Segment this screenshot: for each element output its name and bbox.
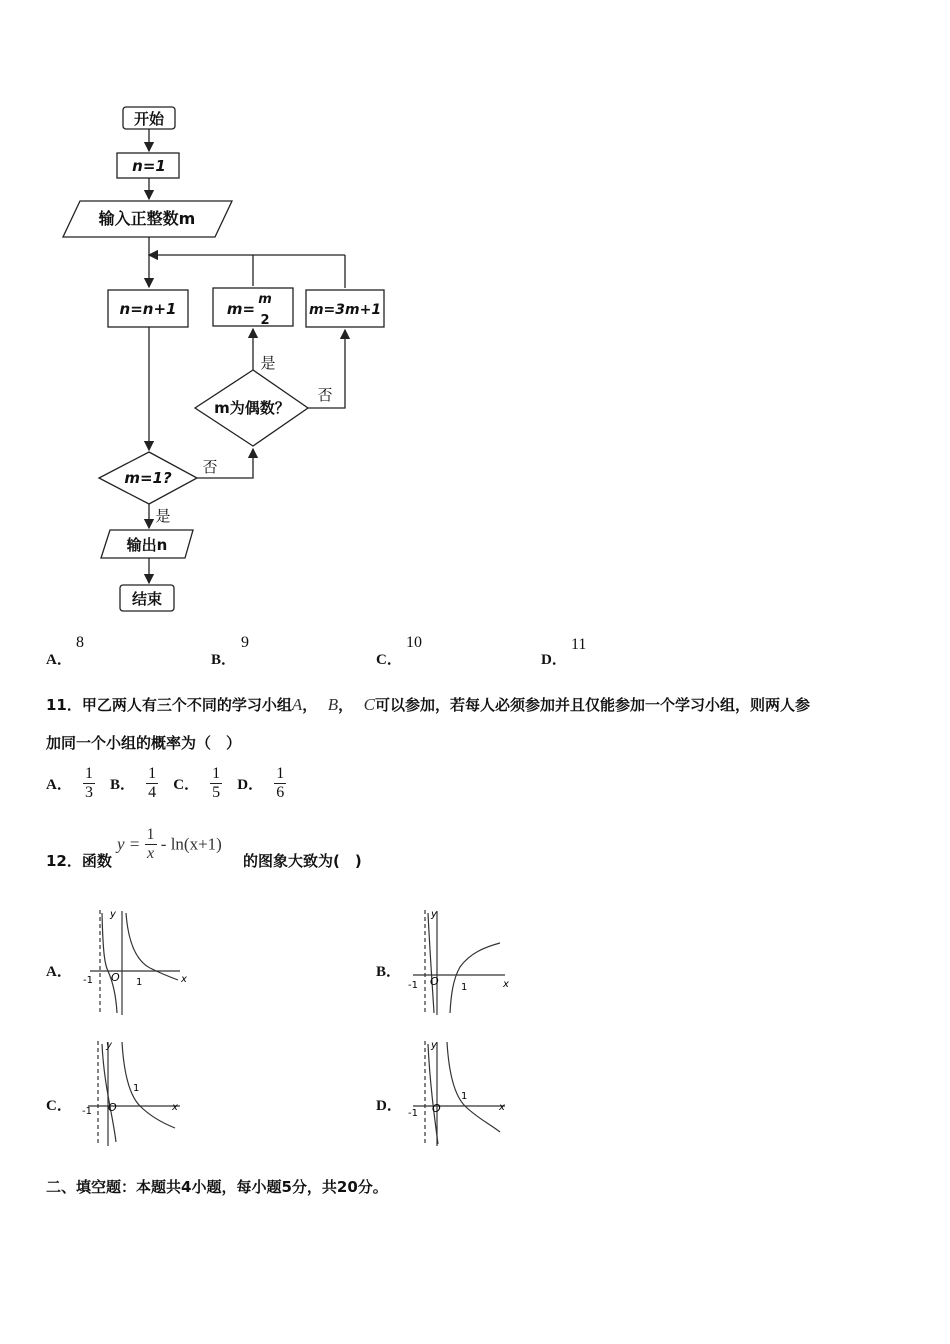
q12-number: 12．函数 xyxy=(46,852,112,870)
curve-left xyxy=(428,913,434,1013)
end-label: 结束 xyxy=(131,590,163,608)
one-label: 1 xyxy=(133,1083,140,1094)
q12-option-a-letter: A． xyxy=(46,964,72,980)
no1-label: 否 xyxy=(317,386,333,404)
q11-option-a-den: 3 xyxy=(84,784,93,801)
q12-option-d-letter: D． xyxy=(376,1098,402,1114)
triple-label: m=3m+1 xyxy=(308,302,382,318)
no2-label: 否 xyxy=(202,458,218,476)
q12-graph-d xyxy=(405,1036,515,1148)
y-label: y xyxy=(431,1040,437,1051)
q12-formula-fraction xyxy=(145,826,157,863)
one-label: 1 xyxy=(461,1091,468,1102)
q11-options xyxy=(46,765,296,802)
half-lhs-label: m= xyxy=(226,300,256,318)
yes1-label: 是 xyxy=(260,354,276,372)
init-label: n=1 xyxy=(132,157,166,175)
q12-option-b-letter: B． xyxy=(376,964,402,980)
q10-option-b-value: 9 xyxy=(241,634,249,651)
q11-option-c-fraction xyxy=(210,765,222,802)
q11-option-d-num: 1 xyxy=(276,765,285,782)
section2-heading: 二、填空题：本题共4小题，每小题5分，共20分。 xyxy=(46,1178,388,1196)
q11-option-b-den: 4 xyxy=(148,784,157,801)
half-den-label: 2 xyxy=(260,313,270,328)
one-label: 1 xyxy=(136,977,143,988)
q10-option-d-letter: D． xyxy=(541,652,567,668)
neg-one-label: -1 xyxy=(82,1106,92,1117)
q12-formula-den: x xyxy=(146,845,155,862)
q11-text-a: 甲乙两人有三个不同的学习小组 xyxy=(81,696,292,714)
q12-graph-c xyxy=(80,1036,190,1148)
q12-suffix: 的图象大致为( ) xyxy=(243,852,362,870)
q12-option-c-letter: C． xyxy=(46,1098,72,1114)
q11-option-a-fraction xyxy=(83,765,95,802)
neg-one-label: -1 xyxy=(83,975,93,986)
q11-option-c-den: 5 xyxy=(212,784,221,801)
q11-option-b-letter: B． xyxy=(110,777,136,793)
q11-option-b-fraction xyxy=(146,765,158,802)
q11-text-c: 加同一个小组的概率为（ ） xyxy=(46,734,242,752)
x-label: x xyxy=(499,1102,505,1113)
half-num-label: m xyxy=(258,292,272,307)
x-label: x xyxy=(172,1102,178,1113)
q11-option-d-fraction xyxy=(274,765,286,802)
q10-option-a-value: 8 xyxy=(76,634,84,651)
q11-text-b: 可以参加，若每人必须参加并且仅能参加一个学习小组，则两人参 xyxy=(374,696,810,714)
q11-sep1: ， xyxy=(302,696,318,714)
increment-label: n=n+1 xyxy=(119,300,177,318)
q11-var-b: B xyxy=(327,695,339,714)
curve-right xyxy=(122,1042,175,1128)
neg-one-label: -1 xyxy=(408,1108,418,1119)
q11-var-c: C xyxy=(363,695,375,714)
y-label: y xyxy=(110,909,116,920)
q11-option-b-num: 1 xyxy=(148,765,157,782)
curve-right xyxy=(450,943,500,1013)
q10-option-a-letter: A． xyxy=(46,652,72,668)
q11-var-a: A xyxy=(291,695,303,714)
curve-right xyxy=(447,1042,500,1132)
q11-option-d-letter: D． xyxy=(237,777,264,793)
q11-option-c-letter: C． xyxy=(173,777,200,793)
x-label: x xyxy=(181,974,187,985)
neg-one-label: -1 xyxy=(408,980,418,991)
q11-option-d-den: 6 xyxy=(276,784,285,801)
q11-option-a-num: 1 xyxy=(84,765,93,782)
curve-left xyxy=(102,913,117,1013)
yes2-label: 是 xyxy=(155,507,171,525)
one-label: 1 xyxy=(461,982,468,993)
origin-label: O xyxy=(430,975,439,988)
origin-label: O xyxy=(108,1101,117,1114)
q12-formula xyxy=(117,826,222,863)
q12-formula-lhs: y = xyxy=(117,834,141,854)
output-label: 输出n xyxy=(126,536,168,554)
origin-label: O xyxy=(432,1102,441,1115)
flowchart xyxy=(55,100,395,620)
q12-graph-b xyxy=(405,905,515,1017)
q12-graph-a xyxy=(80,905,190,1017)
y-label: y xyxy=(106,1040,112,1051)
q12-formula-rhs: - ln(x+1) xyxy=(160,834,222,854)
even-check-label: m为偶数？ xyxy=(214,399,290,417)
one-check-label: m=1? xyxy=(124,469,172,487)
q10-option-c-letter: C． xyxy=(376,652,402,668)
curve-left xyxy=(102,1044,116,1142)
q11-line1 xyxy=(46,694,916,715)
curve-right xyxy=(126,913,178,980)
x-label: x xyxy=(503,979,509,990)
start-label: 开始 xyxy=(133,110,165,128)
q12-formula-num: 1 xyxy=(146,826,155,843)
y-label: y xyxy=(431,909,437,920)
q11-number: 11． xyxy=(46,696,82,714)
q11-sep2: ， xyxy=(338,696,354,714)
q11-option-a-letter: A． xyxy=(46,777,72,793)
q10-option-d-value: 11 xyxy=(571,636,587,653)
q11-option-c-num: 1 xyxy=(212,765,221,782)
q10-option-c-value: 10 xyxy=(406,634,422,651)
q10-option-b-letter: B． xyxy=(211,652,237,668)
origin-label: O xyxy=(111,971,120,984)
input-label: 输入正整数m xyxy=(98,209,196,228)
